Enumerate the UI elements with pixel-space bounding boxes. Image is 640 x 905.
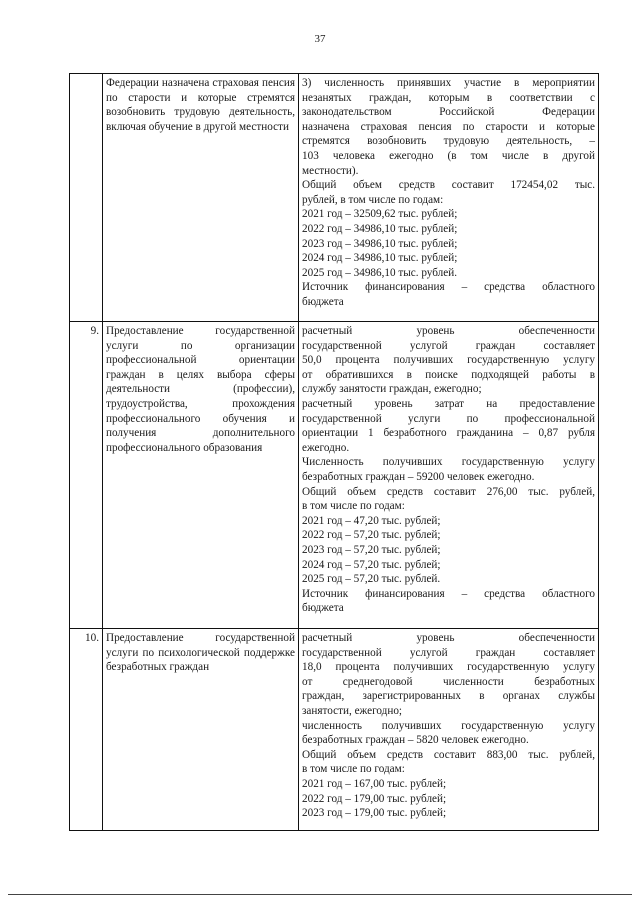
description-line: расчетный уровень затрат на предоставление (302, 397, 595, 410)
description-line: местности). (302, 164, 359, 177)
row-number: 9. (70, 322, 103, 629)
description-line: в том числе по годам: (302, 763, 405, 776)
measure-description (299, 322, 599, 629)
description-line: бюджета (302, 602, 344, 615)
description-line: от среднегодовой численности безработных (302, 675, 595, 688)
description-line: ежегодно. (302, 441, 350, 454)
description-line: незанятых граждан, которым в соответствии с (302, 91, 595, 104)
page-number: 37 (314, 33, 326, 45)
measure-name: Федерации назначена страховая пенсия по старости и которые стремятся возобновить трудовую деятельность, включая обучение в другой местности (103, 74, 299, 322)
description-line: 2023 год – 34986,10 тыс. рублей; (302, 237, 458, 250)
description-line: стремятся возобновить трудовую деятельность, – (302, 135, 595, 148)
description-line: 2024 год – 57,20 тыс. рублей; (302, 558, 441, 571)
measure-name: Предоставление государственной услуги по психологической поддержке безработных граждан (103, 629, 299, 831)
description-line: Источник финансирования – средства областного (302, 587, 595, 600)
description-line: безработных граждан – 59200 человек ежегодно. (302, 470, 535, 483)
description-line: Общий объем средств составит 276,00 тыс. рублей, (302, 485, 595, 498)
table-row (70, 322, 599, 629)
description-line: 18,0 процента получивших государственную услугу (302, 661, 595, 674)
measure-description (299, 629, 599, 831)
description-line: ориентации 1 безработного гражданина – 0,87 рубля (302, 427, 595, 440)
description-line: численность получивших государственную услугу (302, 719, 595, 732)
description-line: Численность получивших государственную услугу (302, 456, 595, 469)
row-number: 10. (70, 629, 103, 831)
page-bottom-rule (8, 894, 632, 895)
description-line: 2025 год – 34986,10 тыс. рублей. (302, 266, 457, 279)
description-line: рублей, в том числе по годам: (302, 193, 444, 206)
measure-name: Предоставление государственной услуги по организации профессиональной ориентации граждан в целях выбора сферы деятельности (профессии), трудоустройства, прохождения профессионального обучения и получения дополнительного профессионального образования (103, 322, 299, 629)
description-line: 2025 год – 57,20 тыс. рублей. (302, 573, 441, 586)
description-line: 2022 год – 179,00 тыс. рублей; (302, 792, 447, 805)
description-line: безработных граждан – 5820 человек ежегодно. (302, 734, 529, 747)
description-line: занятости, ежегодно; (302, 704, 403, 717)
description-line: 2021 год – 32509,62 тыс. рублей; (302, 208, 458, 221)
description-line: 2024 год – 34986,10 тыс. рублей; (302, 252, 458, 265)
description-line: от обратившихся в поиске подходящей работы в (302, 368, 595, 381)
description-line: 2023 год – 57,20 тыс. рублей; (302, 543, 441, 556)
description-line: законодательством Российской Федерации (302, 106, 595, 119)
description-line: 50,0 процента получивших государственную услугу (302, 354, 595, 367)
description-line: государственной услуги по профессиональной (302, 412, 595, 425)
description-line: бюджета (302, 295, 344, 308)
description-line: расчетный уровень обеспеченности (302, 325, 595, 337)
description-line: 2021 год – 47,20 тыс. рублей; (302, 514, 441, 527)
description-line: 3) численность принявших участие в мероприятии (302, 77, 595, 89)
description-line: 2022 год – 57,20 тыс. рублей; (302, 529, 441, 542)
table-row (70, 629, 599, 831)
description-line: Источник финансирования – средства областного (302, 281, 595, 294)
program-table (69, 73, 599, 831)
description-line: Общий объем средств составит 883,00 тыс. рублей, (302, 748, 595, 761)
description-line: 2022 год – 34986,10 тыс. рублей; (302, 222, 458, 235)
description-line: 2021 год – 167,00 тыс. рублей; (302, 777, 447, 790)
description-line: расчетный уровень обеспеченности (302, 632, 595, 644)
description-line: службу занятости граждан, ежегодно; (302, 383, 482, 396)
measure-description (299, 74, 599, 322)
description-line: 2023 год – 179,00 тыс. рублей; (302, 807, 447, 820)
description-line: в том числе по годам: (302, 500, 405, 513)
description-line: назначена страховая пенсия по старости и которые (302, 120, 595, 133)
description-line: государственной услугой граждан составляет (302, 339, 595, 352)
description-line: граждан, зарегистрированных в органах службы (302, 690, 595, 703)
description-line: государственной услугой граждан составляет (302, 646, 595, 659)
description-line: 103 человека ежегодно (в том числе в другой (302, 149, 595, 162)
table-row (70, 74, 599, 322)
row-number (70, 74, 103, 322)
description-line: Общий объем средств составит 172454,02 тыс. (302, 179, 595, 192)
